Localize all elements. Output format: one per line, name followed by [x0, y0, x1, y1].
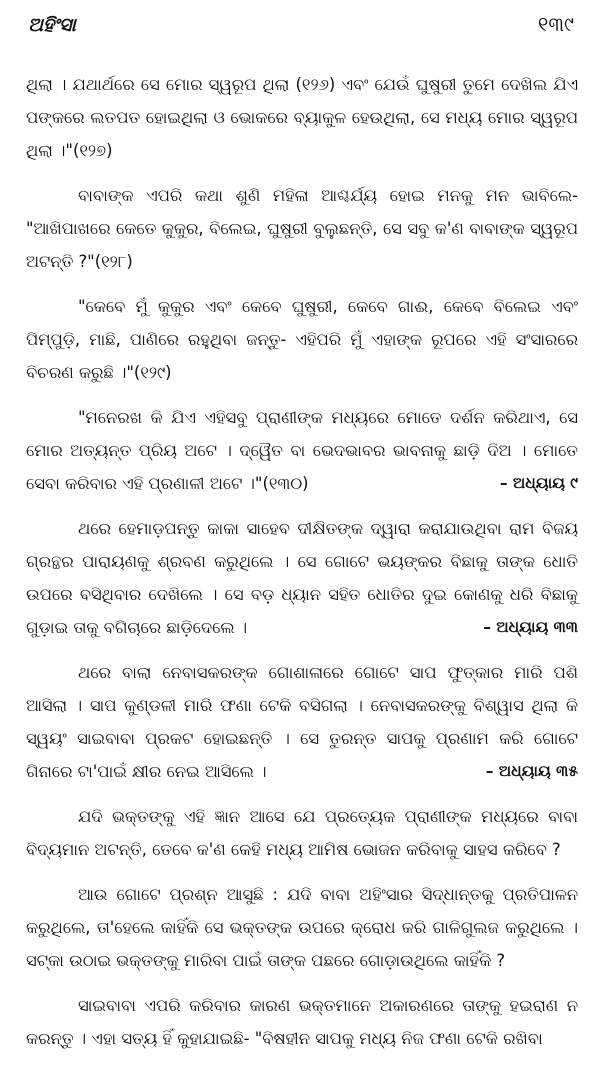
page-number: ୧୩୯	[537, 12, 574, 36]
paragraph-text: "କେବେ ମୁଁ କୁକୁର ଏବଂ କେବେ ଘୁଷୁରୀ, କେବେ ଗାଈ, କେବେ ବିଲେଇ ଏବଂ ପିମ୍ପୁଡ଼ି, ମାଛି, ପାଣିରେ ରହୁଥିବା ଜନ୍ତୁ- ଏହିପରି ମୁଁ ଏହାଙ୍କ ରୂପରେ ଏହି ସଂସାରରେ ବିଚରଣ କରୁଛି ।"(୧୨୯)	[26, 297, 578, 382]
paragraph-text: ଥରେ ହେମାଡ଼ପନ୍ତୁ କାକା ସାହେବ ଦୀକ୍ଷିତଙ୍କ ଦ୍ୱାରା କରାଯାଉଥିବା ରାମ ବିଜୟ ଗ୍ରନ୍ଥର ପାରାୟଣକୁ ଶ୍ରବଣ କରୁଥିଲେ । ସେ ଗୋଟେ ଭୟଙ୍କର ବିଛାକୁ ତାଙ୍କ ଧୋତି ଉପରେ ବସିଥିବାର ଦେଖିଲେ । ସେ ବଡ଼ ଧ୍ୟାନ ସହିତ ଧୋତିର ଦୁଇ କୋଣକୁ ଧରି ବିଛାକୁ ଗୁଡ଼ାଇ ତାକୁ ବଗିଚାରେ ଛାଡ଼ିଦେଲେ ।	[26, 519, 578, 637]
paragraph	[26, 512, 578, 644]
paragraph-text: ସାଇବାବା ଏପରି କରିବାର କାରଣ ଭକ୍ତମାନେ ଅକାରଣରେ ତାଙ୍କୁ ହଇରାଣ ନ କରନ୍ତୁ । ଏହା ସତ୍ୟ ହିଁ କୁହାଯାଇଛି- "ବିଷହୀନ ସାପକୁ ମଧ୍ୟ ନିଜ ଫଣା ଟେକି ରଖିବା	[26, 996, 578, 1048]
paragraph	[26, 989, 578, 1055]
paragraph	[26, 656, 578, 788]
paragraph	[26, 878, 578, 977]
running-title: ଅହିଂସା	[28, 14, 76, 36]
paragraph-text: ଥରେ ବାଲା ନେବାସକରଙ୍କ ଗୋଶାଳାରେ ଗୋଟେ ସାପ ଫୁତ୍କାର ମାରି ପଶି ଆସିଲା । ସାପ କୁଣ୍ଡଳୀ ମାରି ଫଣା ଟେକି ବସିଗଲା । ନେବାସକରଙ୍କୁ ବିଶ୍ୱାସ ଥିଲା କି ସ୍ୱୟଂ ସାଇବାବା ପ୍ରକଟ ହୋଇଛନ୍ତି । ସେ ତୁରନ୍ତ ସାପକୁ ପ୍ରଣାମ କରି ଗୋଟେ ଗିନାରେ ଟା'ପାଇଁ କ୍ଷୀର ନେଇ ଆସିଲେ ।	[26, 663, 578, 781]
paragraph-text: ଆଉ ଗୋଟେ ପ୍ରଶ୍ନ ଆସୁଛି : ଯଦି ବାବା ଅହିଂସାର ସିଦ୍ଧାନ୍ତକୁ ପ୍ରତିପାଳନ କରୁଥିଲେ, ତା'ହେଲେ କାହିଁକି ସେ ଭକ୍ତଙ୍କ ଉପରେ କ୍ରୋଧ କରି ଗାଳିଗୁଲଜ କରୁଥିଲେ । ସଟ୍କା ଉଠାଇ ଭକ୍ତଙ୍କୁ ମାରିବା ପାଇଁ ତାଙ୍କ ପଛରେ ଗୋଡ଼ାଉଥିଲେ କାହିଁକି ?	[26, 885, 578, 970]
paragraph-text: ବାବାଙ୍କ ଏପରି କଥା ଶୁଣି ମହିଳା ଆଶ୍ଚର୍ଯ୍ୟ ହୋଇ ମନକୁ ମନ ଭାବିଲେ- "ଆଖିପାଖରେ କେତେ କୁକୁର, ବିଲେଇ, ଘୁଷୁରୀ ବୁଲୁଛନ୍ତି, ସେ ସବୁ କ'ଣ ବାବାଙ୍କ ସ୍ୱରୂପ ଅଟନ୍ତି ?"(୧୨୮)	[26, 186, 578, 271]
chapter-reference: – ଅଧ୍ୟାୟ ୩୩	[483, 618, 578, 636]
paragraph-text: "ମନେରଖ କି ଯିଏ ଏହିସବୁ ପ୍ରାଣୀଙ୍କ ମଧ୍ୟରେ ମୋତେ ଦର୍ଶନ କରିଥାଏ, ସେ ମୋର ଅତ୍ୟନ୍ତ ପ୍ରିୟ ଅଟେ । ଦ୍ୱୈତ ବା ଭେଦଭାବର ଭାବନାକୁ ଛାଡ଼ି ଦିଅ । ମୋତେ ସେବା କରିବାର ଏହି ପ୍ରଣାଳୀ ଅଟେ ।"(୧୩୦)	[26, 408, 578, 493]
paragraph-text: ଥିଲା । ଯଥାର୍ଥରେ ସେ ମୋର ସ୍ୱରୂପ ଥିଲା (୧୨୬) ଏବଂ ଯେଉଁ ଘୁଷୁରୀ ତୁମେ ଦେଖିଲ ଯିଏ ପଙ୍କରେ ଲତପତ ହୋଇଥିଲା ଓ ଭୋକରେ ବ୍ୟାକୁଳ ହେଉଥିଲା, ସେ ମଧ୍ୟ ମୋର ସ୍ୱରୂପ ଥିଲା ।"(୧୨୭)	[26, 75, 578, 160]
paragraph-text: ଯଦି ଭକ୍ତଙ୍କୁ ଏହି ଜ୍ଞାନ ଆସେ ଯେ ପ୍ରତ୍ୟେକ ପ୍ରାଣୀଙ୍କ ମଧ୍ୟରେ ବାବା ବିଦ୍ୟମାନ ଅଟନ୍ତି, ତେବେ କ'ଣ କେହି ମଧ୍ୟ ଆମିଷ ଭୋଜନ କରିବାକୁ ସାହସ କରିବେ ?	[26, 807, 578, 859]
paragraph	[26, 401, 578, 500]
paragraph	[26, 179, 578, 278]
paragraph	[26, 290, 578, 389]
paragraph	[26, 68, 578, 167]
body-text	[26, 68, 578, 1067]
paragraph	[26, 800, 578, 866]
chapter-reference: – ଅଧ୍ୟାୟ ୩୫	[485, 762, 578, 780]
page-header	[26, 0, 578, 60]
chapter-reference: – ଅଧ୍ୟାୟ ୯	[499, 474, 578, 492]
